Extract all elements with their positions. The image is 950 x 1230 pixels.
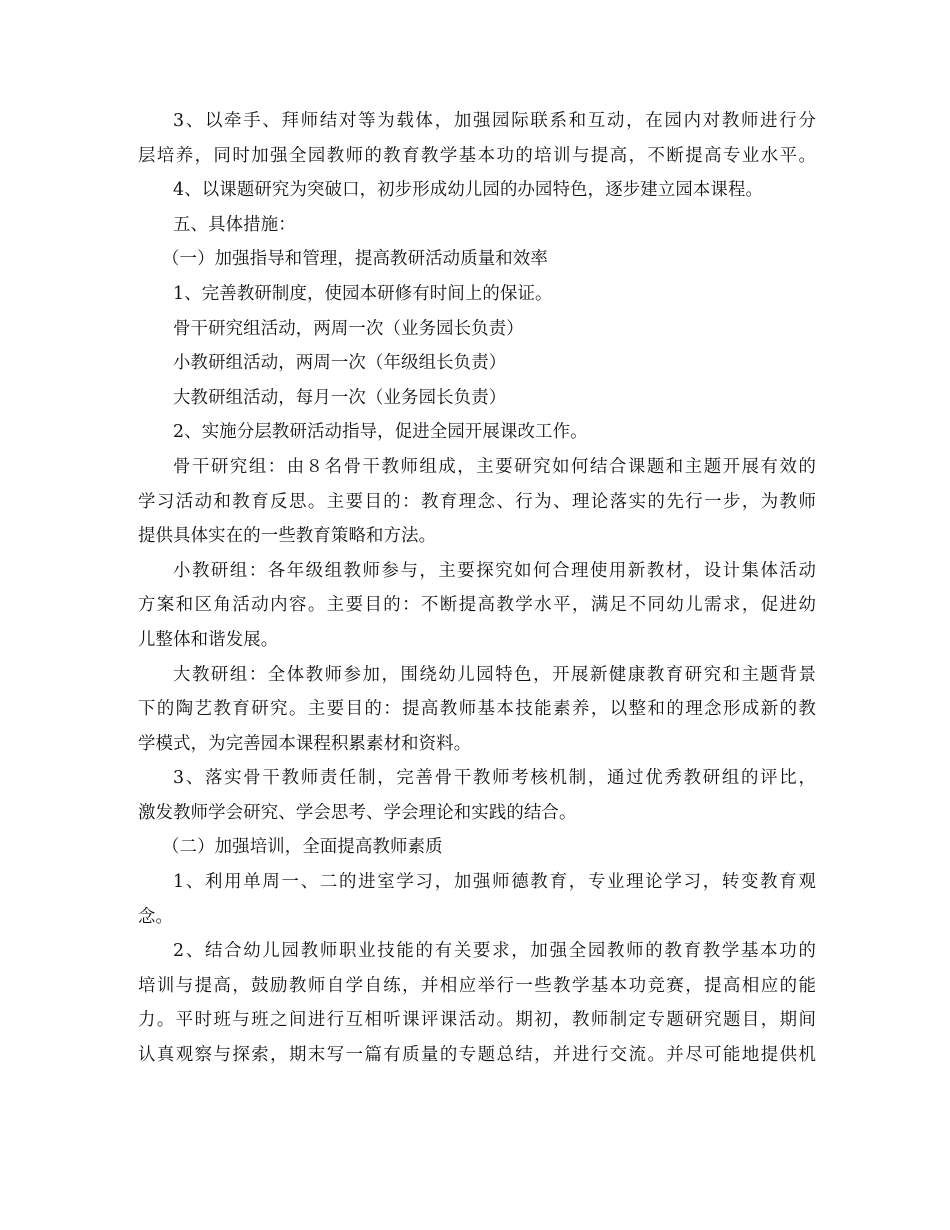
paragraph-line: 方案和区角活动内容。主要目的：不断提高教学水平，满足不同幼儿需求，促进幼 <box>138 595 816 616</box>
paragraph-line: 骨干研究组：由８名骨干教师组成，主要研究如何结合课题和主题开展有效的 <box>173 456 816 477</box>
paragraph-line: 1、完善教研制度，使园本研修有时间上的保证。 <box>173 283 553 304</box>
paragraph-line: 骨干研究组活动，两周一次（业务园长负责） <box>173 318 524 339</box>
paragraph-line: 3、落实骨干教师责任制，完善骨干教师考核机制，通过优秀教研组的评比， <box>173 768 816 789</box>
paragraph-line: 下的陶艺教育研究。主要目的：提高教师基本技能素养，以整和的理念形成新的教 <box>138 699 816 720</box>
paragraph-line: 层培养，同时加强全园教师的教育教学基本功的培训与提高，不断提高专业水平。 <box>138 145 816 166</box>
paragraph-line: 1、利用单周一、二的进室学习，加强师德教育，专业理论学习，转变教育观 <box>173 872 816 893</box>
section-heading: 五、具体措施： <box>173 214 296 235</box>
subsection-heading: （一）加强指导和管理，提高教研活动质量和效率 <box>162 249 548 270</box>
paragraph-line: 大教研组：全体教师参加，围绕幼儿园特色，开展新健康教育研究和主题背景 <box>173 664 816 685</box>
paragraph-line: 大教研组活动，每月一次（业务园长负责） <box>173 387 507 408</box>
paragraph-line: 学习活动和教育反思。主要目的：教育理念、行为、理论落实的先行一步，为教师 <box>138 491 816 512</box>
paragraph-line: 力。平时班与班之间进行互相听课评课活动。期初，教师制定专题研究题目，期间 <box>138 1010 816 1031</box>
paragraph-line: 培训与提高，鼓励教师自学自练，并相应举行一些教学基本功竞赛，提高相应的能 <box>138 975 816 996</box>
paragraph-line: 儿整体和谐发展。 <box>138 629 279 650</box>
paragraph-line: 小教研组活动，两周一次（年级组长负责） <box>173 353 507 374</box>
paragraph-line: 激发教师学会研究、学会思考、学会理论和实践的结合。 <box>138 802 577 823</box>
paragraph-line: 4、以课题研究为突破口，初步形成幼儿园的办园特色，逐步建立园本课程。 <box>173 180 764 201</box>
paragraph-line: 小教研组：各年级组教师参与，主要探究如何合理使用新教材，设计集体活动 <box>173 560 816 581</box>
subsection-heading: （二）加强培训，全面提高教师素质 <box>162 837 443 858</box>
paragraph-line: 认真观察与探索，期末写一篇有质量的专题总结，并进行交流。并尽可能地提供机 <box>138 1045 816 1066</box>
paragraph-line: 念。 <box>138 906 174 927</box>
paragraph-line: 2、实施分层教研活动指导，促进全园开展课改工作。 <box>173 422 588 443</box>
paragraph-line: 2、结合幼儿园教师职业技能的有关要求，加强全园教师的教育教学基本功的 <box>173 941 816 962</box>
paragraph-line: 提供具体实在的一些教育策略和方法。 <box>138 526 437 547</box>
paragraph-line: 3、以牵手、拜师结对等为载体，加强园际联系和互动，在园内对教师进行分 <box>173 111 816 131</box>
paragraph-line: 学模式，为完善园本课程积累素材和资料。 <box>138 733 472 754</box>
